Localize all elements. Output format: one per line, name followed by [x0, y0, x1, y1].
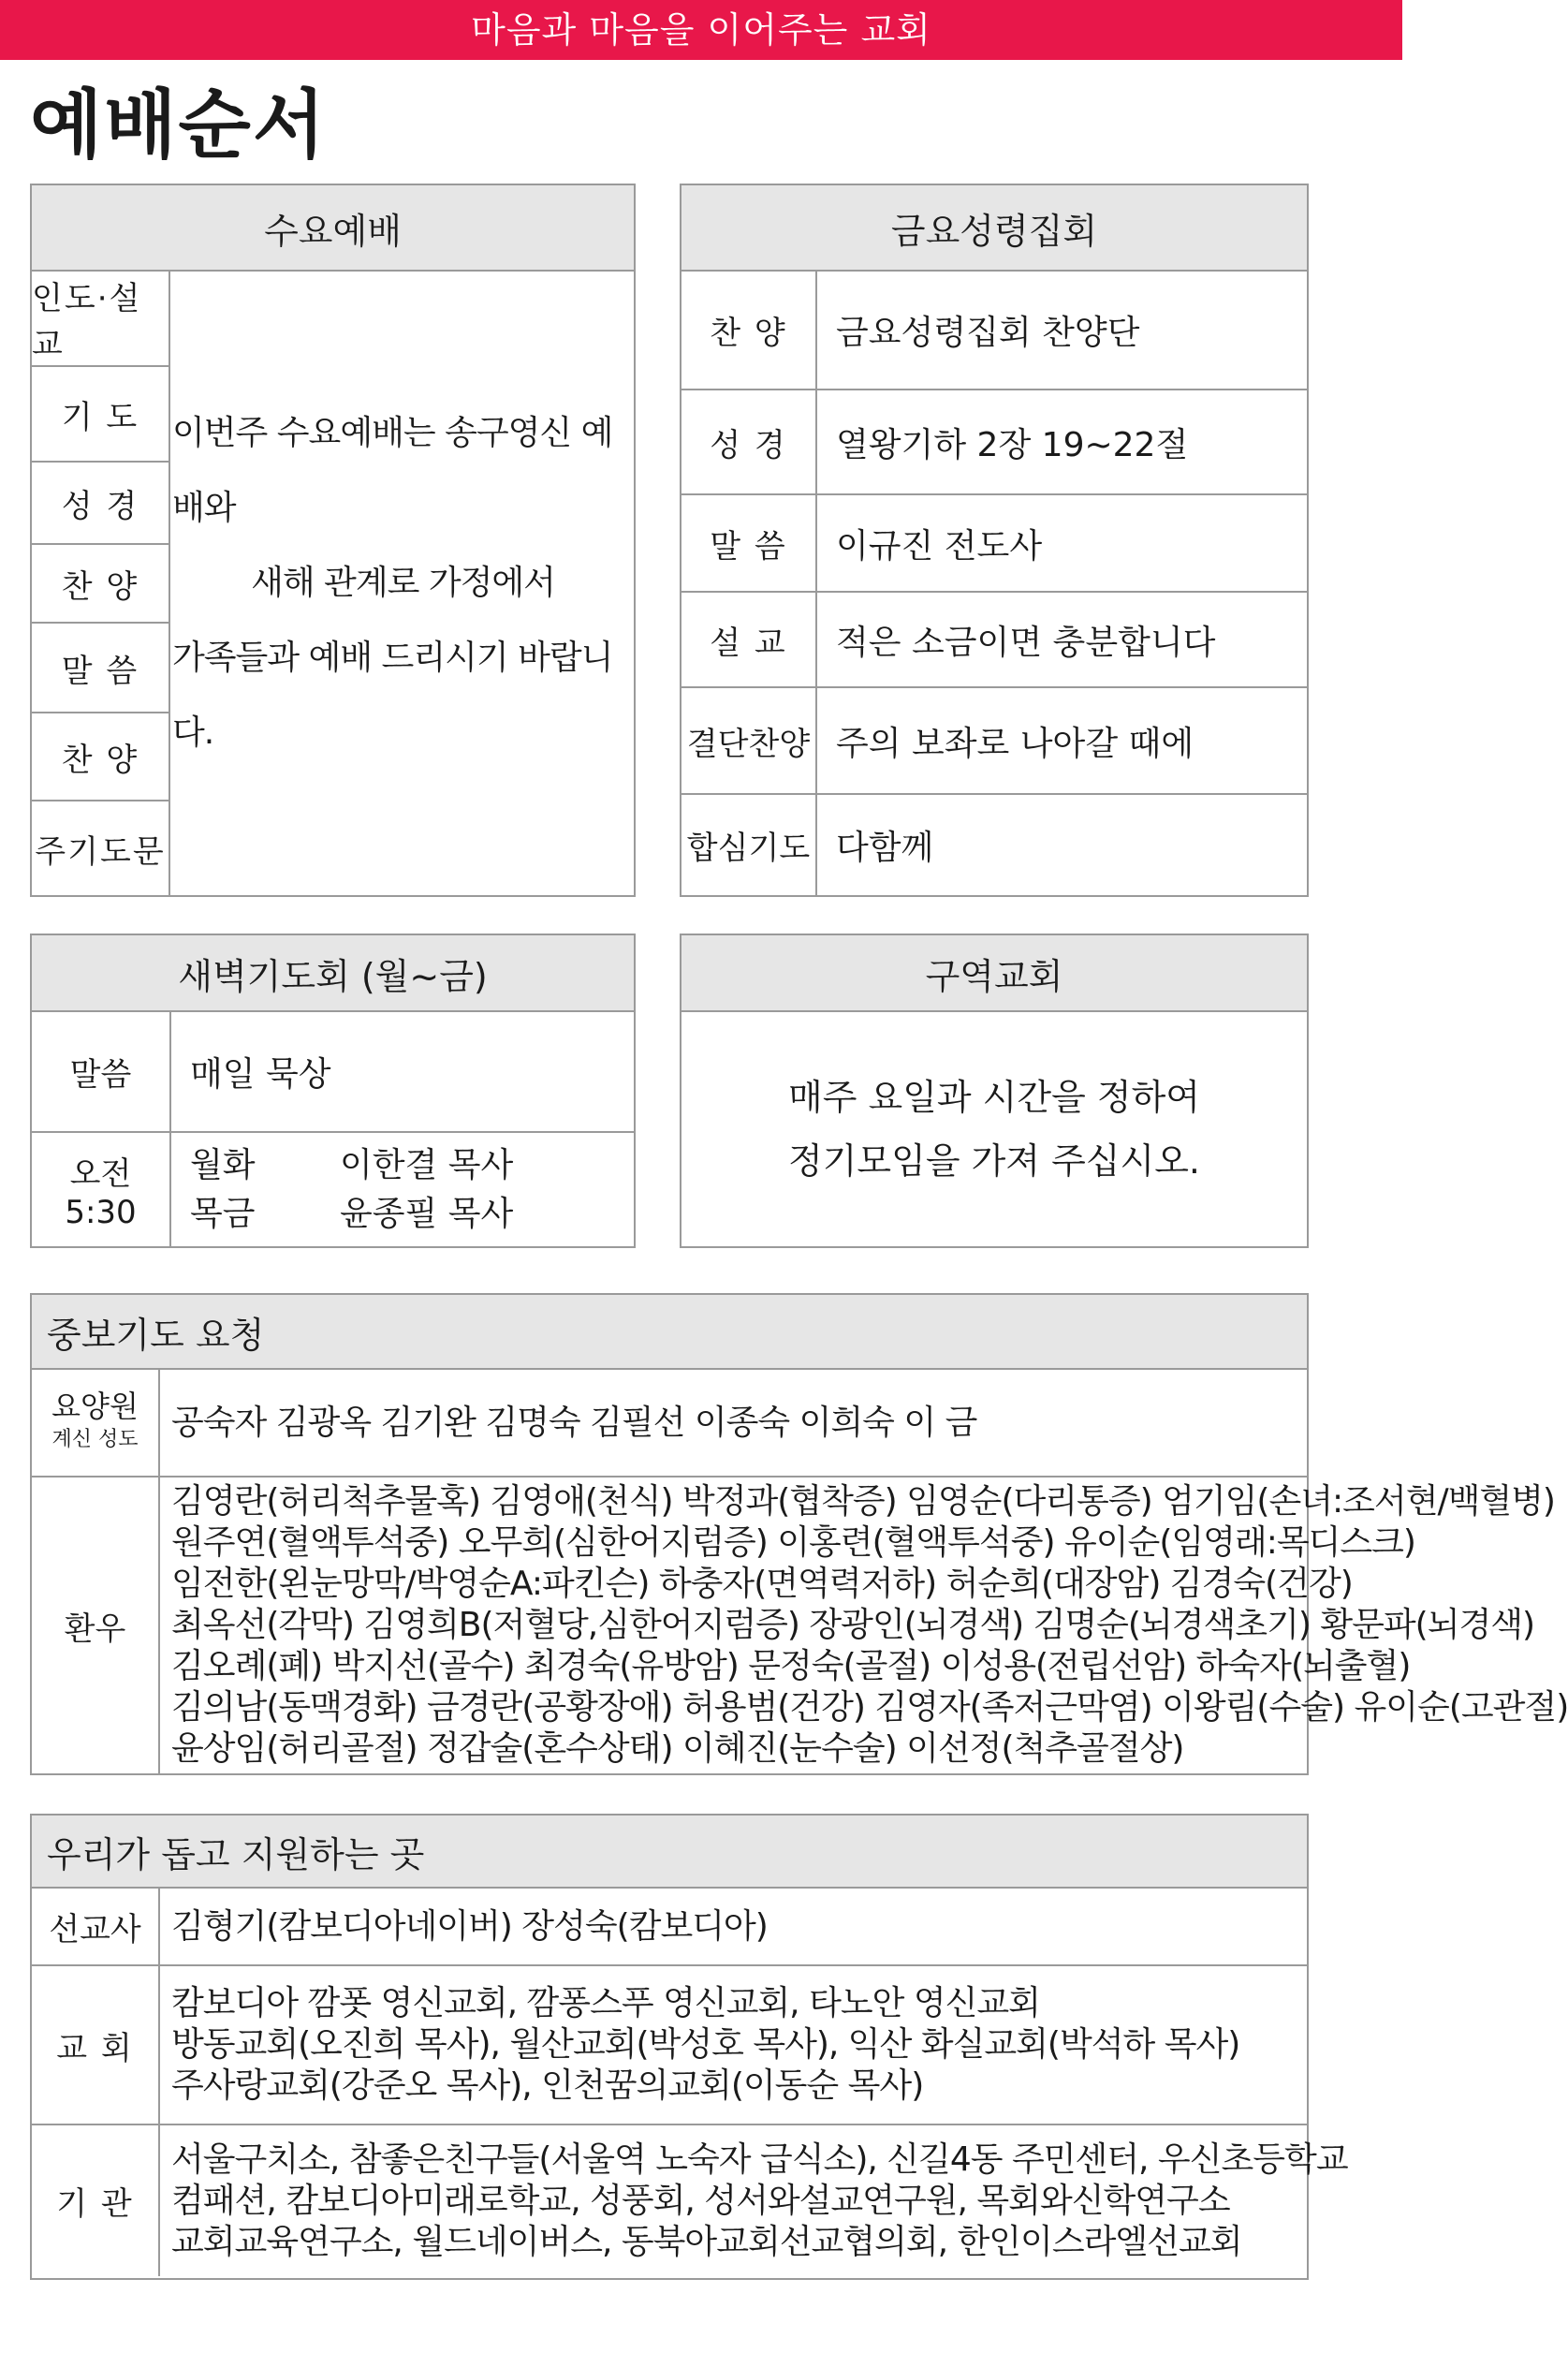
- friday-order-row: [681, 592, 1307, 687]
- nursing-home-label-main: 요양원: [51, 1388, 139, 1424]
- dawn-leader-line: [190, 1141, 634, 1190]
- friday-order-value: 다함께: [816, 794, 1307, 895]
- order-label-prayer: 기 도: [32, 367, 169, 463]
- wednesday-service-box: [30, 184, 636, 897]
- friday-gathering-box: [680, 184, 1309, 897]
- patients-list: [159, 1477, 1568, 1773]
- nursing-home-label: [32, 1370, 159, 1477]
- dawn-leaders: [170, 1132, 634, 1246]
- nursing-home-label-sub: 계신 성도: [51, 1427, 139, 1451]
- patients-line: 최옥선(각막) 김영희B(저혈당,심한어지럼증) 장광인(뇌경색) 김명순(뇌경색초기) 황문파(뇌경색): [171, 1606, 1535, 1644]
- patients-line: 윤상임(허리골절) 정갑술(혼수상태) 이혜진(눈수술) 이선정(척추골절상): [171, 1729, 1184, 1768]
- patients-line: 임전한(왼눈망막/박영순A:파킨슨) 하충자(면역력저하) 허순희(대장암) 김경숙(건강): [171, 1565, 1353, 1603]
- patients-line: 원주연(혈액투석중) 오무희(심한어지럼증) 이홍련(혈액투석중) 유이순(임영래:목디스크): [171, 1523, 1415, 1562]
- dawn-leader-name: 윤종필 목사: [340, 1194, 514, 1233]
- support-church-line: 주사랑교회(강준오 목사), 인천꿈의교회(이동순 목사): [171, 2066, 924, 2105]
- support-label-church: 교 회: [32, 1965, 159, 2124]
- support-institution-line: 서울구치소, 참좋은친구들(서울역 노숙자 급식소), 신길4동 주민센터, 우신초등학교: [171, 2139, 1348, 2179]
- support-row: [32, 1965, 1307, 2124]
- intercessory-prayer-table: [32, 1370, 1568, 1773]
- district-notice-line: 매주 요일과 시간을 정하여: [787, 1077, 1201, 1118]
- friday-gathering-title: 금요성령집회: [681, 185, 1307, 272]
- patients-line: 김의남(동맥경화) 금경란(공황장애) 허용범(건강) 김영자(족저근막염) 이왕림(수술) 유이순(고관절): [171, 1688, 1568, 1727]
- wednesday-service-body: [32, 272, 634, 895]
- friday-order-row: [681, 794, 1307, 895]
- support-churches: [159, 1965, 1307, 2124]
- support-missionaries: 김형기(캄보디아네이버) 장성숙(캄보디아): [171, 1906, 768, 1946]
- friday-order-label: 결단찬양: [681, 687, 816, 794]
- friday-order-value: 열왕기하 2장 19~22절: [816, 390, 1307, 494]
- patients-label: 환우: [32, 1477, 159, 1773]
- support-row: [32, 1889, 1307, 1965]
- dawn-prayer-table: [32, 1012, 634, 1246]
- support-row: [32, 2124, 1307, 2276]
- dawn-leader-line: [190, 1190, 634, 1239]
- order-label-praise-2: 찬 양: [32, 713, 169, 801]
- wednesday-notice: [172, 272, 634, 895]
- page-title: 예배순서: [30, 81, 328, 169]
- wednesday-notice-line: 새해 관계로 가정에서: [251, 564, 555, 602]
- nursing-home-names: 공숙자 김광옥 김기완 김명숙 김필선 이종숙 이희숙 이 금: [171, 1403, 977, 1442]
- support-institutions: [159, 2124, 1348, 2276]
- friday-order-label: 찬 양: [681, 272, 816, 390]
- friday-order-row: [681, 494, 1307, 592]
- nursing-home-row: [32, 1370, 1307, 1477]
- dawn-word-row: [32, 1012, 634, 1132]
- support-box: [30, 1814, 1348, 2280]
- support-institution-line: 컴패션, 캄보디아미래로학교, 성풍회, 성서와설교연구원, 목회와신학연구소: [171, 2181, 1230, 2220]
- support-institution-line: 교회교육연구소, 월드네이버스, 동북아교회선교협의회, 한인이스라엘선교회: [171, 2222, 1242, 2261]
- friday-order-label: 말 씀: [681, 494, 816, 592]
- friday-order-value: 금요성령집회 찬양단: [836, 314, 1140, 352]
- order-label-scripture: 성 경: [32, 463, 169, 545]
- support-label-missionary: 선교사: [32, 1889, 159, 1965]
- district-church-notice: [681, 1012, 1307, 1246]
- order-label-word: 말 씀: [32, 624, 169, 713]
- support-church-line: 캄보디아 깜폿 영신교회, 깜퐁스푸 영신교회, 타노안 영신교회: [171, 1984, 1040, 2022]
- friday-order-label: 합심기도: [681, 794, 816, 895]
- dawn-word-label: 말씀: [32, 1012, 170, 1132]
- district-church-title: 구역교회: [681, 935, 1307, 1012]
- dawn-time-row: [32, 1132, 634, 1246]
- top-banner: 마음과 마음을 이어주는 교회: [0, 0, 1402, 60]
- dawn-leader-days: 월화: [190, 1145, 256, 1184]
- friday-order-value: 이규진 전도사: [816, 494, 1307, 592]
- patients-row: [32, 1477, 1307, 1773]
- dawn-prayer-box: [30, 934, 636, 1248]
- friday-order-value: 주의 보좌로 나아갈 때에: [816, 687, 1307, 794]
- support-label-institution: 기 관: [32, 2124, 159, 2276]
- district-notice-line: 정기모임을 가져 주십시오.: [787, 1140, 1201, 1182]
- friday-order-table: [681, 272, 1307, 895]
- dawn-word-value: 매일 묵상: [190, 1055, 331, 1094]
- support-church-line: 방동교회(오진희 목사), 월산교회(박성호 목사), 익산 화실교회(박석하 목사): [171, 2025, 1240, 2064]
- intercessory-prayer-title: 중보기도 요청: [32, 1295, 1307, 1370]
- patients-line: 김오례(폐) 박지선(골수) 최경숙(유방암) 문정숙(골절) 이성용(전립선암) 하숙자(뇌출혈): [171, 1647, 1411, 1685]
- support-title: 우리가 돕고 지원하는 곳: [32, 1816, 1307, 1889]
- friday-order-label: 성 경: [681, 390, 816, 494]
- order-label-praise: 찬 양: [32, 545, 169, 624]
- order-label-leader: 인도·설교: [32, 272, 169, 367]
- friday-order-value: 적은 소금이면 충분합니다: [816, 592, 1307, 687]
- district-church-box: [680, 934, 1309, 1248]
- order-label-lords-prayer: 주기도문: [35, 832, 166, 871]
- support-table: [32, 1889, 1348, 2276]
- dawn-leader-days: 목금: [190, 1194, 256, 1233]
- friday-order-row: [681, 390, 1307, 494]
- wednesday-notice-line: 가족들과 예배 드리시기 바랍니다.: [172, 639, 613, 752]
- dawn-time-label: 오전 5:30: [32, 1132, 170, 1246]
- dawn-leader-name: 이한결 목사: [340, 1145, 514, 1184]
- friday-order-row: [681, 272, 1307, 390]
- wednesday-order-labels: [32, 272, 170, 895]
- wednesday-service-title: 수요예배: [32, 185, 634, 272]
- patients-line: 김영란(허리척추물혹) 김영애(천식) 박정과(협착증) 임영순(다리통증) 엄기임(손녀:조서현/백혈병): [171, 1482, 1555, 1521]
- intercessory-prayer-box: [30, 1293, 1568, 1775]
- friday-order-label: 설 교: [681, 592, 816, 687]
- friday-order-row: [681, 687, 1307, 794]
- wednesday-notice-line: 이번주 수요예배는 송구영신 예배와: [172, 414, 613, 527]
- dawn-prayer-title: 새벽기도회 (월~금): [32, 935, 634, 1012]
